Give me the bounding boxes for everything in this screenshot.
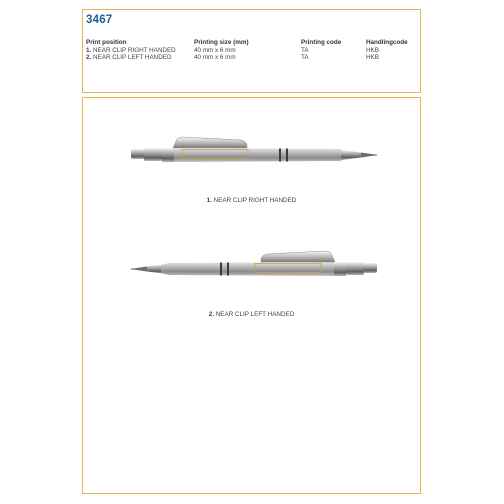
row-handling: HKB (366, 54, 379, 62)
header-printing-size: Printing size (mm) (194, 39, 249, 46)
figures-panel (82, 97, 421, 494)
caption-text: NEAR CLIP RIGHT HANDED (213, 197, 297, 204)
caption-left-handed (83, 311, 420, 318)
column-printing-size (194, 39, 249, 62)
pen-image-left-handed (129, 248, 379, 288)
header-print-position: Print position (86, 39, 127, 46)
header-handling-code: Handlingcode (366, 39, 408, 46)
column-printing-code (301, 39, 341, 62)
row-size: 40 mm x 6 mm (194, 54, 236, 62)
row-handling: HKB (366, 46, 379, 54)
row-position: NEAR CLIP RIGHT HANDED (93, 46, 176, 54)
header-printing-code: Printing code (301, 39, 342, 46)
caption-text: NEAR CLIP LEFT HANDED (215, 311, 295, 318)
row-number: 2. (86, 54, 92, 62)
row-code: TA (301, 54, 309, 62)
table-row (86, 47, 176, 55)
header-panel (82, 9, 421, 93)
row-number: 1. (86, 46, 92, 54)
row-size: 40 mm x 6 mm (194, 46, 236, 54)
product-code: 3467 (86, 14, 113, 26)
table-row (86, 54, 176, 62)
caption-right-handed (83, 197, 420, 204)
pen-image-right-handed (129, 134, 379, 174)
caption-number: 2. (208, 311, 214, 318)
row-code: TA (301, 46, 309, 54)
caption-number: 1. (206, 197, 212, 204)
row-position: NEAR CLIP LEFT HANDED (93, 54, 172, 62)
column-handling-code (366, 39, 408, 62)
column-print-position (86, 39, 176, 62)
